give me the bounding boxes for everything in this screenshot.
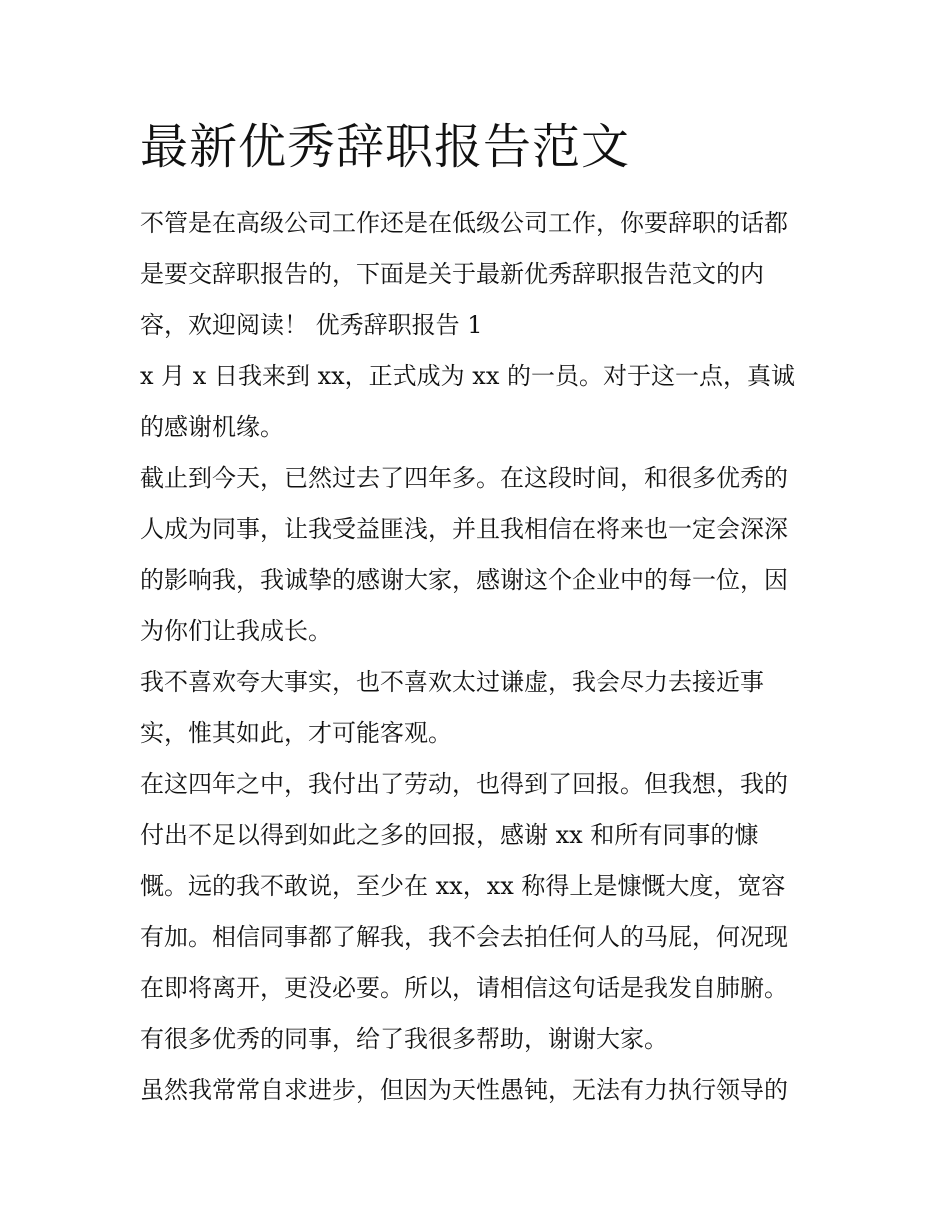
- text-line: 截止到今天，已然过去了四年多。在这段时间，和很多优秀的: [140, 464, 788, 492]
- text-line: 为你们让我成长。: [140, 617, 332, 645]
- paragraph-2: [140, 351, 820, 453]
- text-line: 人成为同事，让我受益匪浅，并且我相信在将来也一定会深深: [140, 515, 788, 543]
- text-line: 慨。远的我不敢说，至少在 xx，xx 称得上是慷慨大度，宽容: [140, 872, 786, 900]
- text-line: 的感谢机缘。: [140, 413, 284, 441]
- paragraph-5: [140, 759, 820, 1065]
- text-line: 虽然我常常自求进步，但因为天性愚钝，无法有力执行领导的: [140, 1076, 788, 1104]
- document-body: [140, 198, 820, 1116]
- text-line: 容，欢迎阅读！ 优秀辞职报告 1: [140, 311, 483, 339]
- paragraph-6: [140, 1065, 820, 1116]
- paragraph-1: [140, 198, 820, 351]
- text-line: 是要交辞职报告的，下面是关于最新优秀辞职报告范文的内: [140, 260, 764, 288]
- text-line: 我不喜欢夸大事实，也不喜欢太过谦虚，我会尽力去接近事: [140, 668, 764, 696]
- text-line: 不管是在高级公司工作还是在低级公司工作，你要辞职的话都: [140, 209, 788, 237]
- text-line: 在即将离开，更没必要。所以，请相信这句话是我发自肺腑。: [140, 974, 788, 1002]
- text-line: 的影响我，我诚挚的感谢大家，感谢这个企业中的每一位，因: [140, 566, 788, 594]
- paragraph-3: [140, 453, 820, 657]
- text-line: 在这四年之中，我付出了劳动，也得到了回报。但我想，我的: [140, 770, 788, 798]
- text-line: 实，惟其如此，才可能客观。: [140, 719, 452, 747]
- text-line: 付出不足以得到如此之多的回报，感谢 xx 和所有同事的慷: [140, 821, 759, 849]
- document-title: 最新优秀辞职报告范文: [140, 119, 631, 175]
- text-line: 有加。相信同事都了解我，我不会去拍任何人的马屁，何况现: [140, 923, 788, 951]
- paragraph-4: [140, 657, 820, 759]
- text-line: 有很多优秀的同事，给了我很多帮助，谢谢大家。: [140, 1025, 668, 1053]
- text-line: x 月 x 日我来到 xx，正式成为 xx 的一员。对于这一点，真诚: [140, 362, 795, 390]
